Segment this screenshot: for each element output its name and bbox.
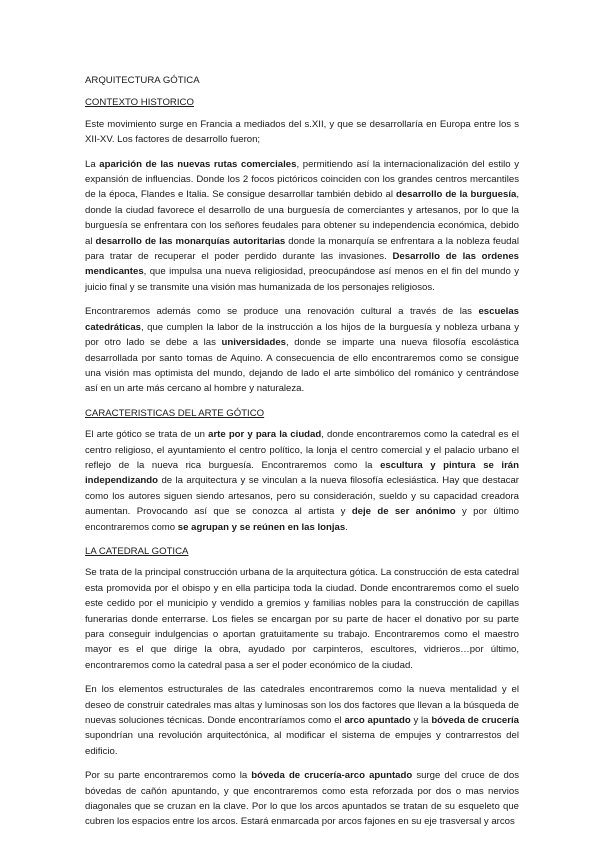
text-run: , permitiendo así la internacionalización del estilo y expansión de influencias. Donde los 2 focos pictóricos coinciden con los grandes centros mercantiles de la época, Flandes e Italia. Se consigue desarrollar también debido al [85,158,519,201]
document-title: ARQUITECTURA GÓTICA [85,75,200,86]
bold-text-run: aparición de las nuevas rutas comerciales [99,158,297,170]
bold-text-run: escultura y pintura se irán independizando [85,459,519,487]
text-run: , que cumplen la labor de la instrucción a los hijos de la burguesía y nobleza urbana y por otro lado se debe a las [85,321,519,349]
text-run: En los elementos estructurales de las catedrales encontraremos como la nueva mentalidad y el deseo de construir catedrales mas altas y luminosas son los dos factores que llevan a la búsqueda de nuevas soluciones técnicas. Donde encontraríamos como el [85,684,519,727]
bold-text-run: Desarrollo de las ordenes mendicantes [85,251,519,278]
text-run: Por su parte encontraremos como la [85,770,252,782]
paragraph [85,157,519,296]
bold-text-run: deje de ser anónimo [351,506,456,518]
paragraph [85,304,519,396]
paragraph [85,117,519,148]
paragraph [85,565,519,673]
text-run: , donde encontraremos como la catedral es el centro religioso, el ayuntamiento el centro político, la lonja el centro comercial y el palacio urbano el reflejo de la nueva rica burguesía. Encontraremos como la [85,429,519,471]
text-run: La [85,158,100,170]
bold-text-run: desarrollo de la burguesía [395,189,517,201]
text-run: supondrían una revolución arquitectónica, al modificar el sistema de empujes y contrarrestos del edificio. [85,730,519,757]
text-run: y por último encontraremos como [85,506,519,533]
text-run: , que impulsa una nueva religiosidad, preocupándose así menos en el fin del mundo y juicio final y se transmite una visión mas humanizada de los personajes religiosos. [85,266,519,293]
section-heading: CONTEXTO HISTORICO [85,97,194,109]
document-body [85,95,519,829]
bold-text-run: desarrollo de las monarquías autoritarias [95,235,286,247]
text-run: de la arquitectura y se vinculan a la nueva filosofía eclesiástica. Hay que destacar como los autores siguen siendo artesanos, pero su consideración, sueldo y su capacidad creadora aumentan. Provocando así que se conozca al artista y [85,475,519,518]
bold-text-run: escuelas catedráticas [85,306,519,333]
text-run: , donde la ciudad favorece el desarrollo de una burguesía de comerciantes y artesanos, por lo que la burguesía se enfrentara con los señores feudales para obtener su independencia económica, debido al [85,189,519,247]
text-run: Este movimiento surge en Francia a mediados del s.XII, y que se desarrollaría en Europa entre los s XII-XV. Los factores de desarrollo fueron; [85,118,519,146]
text-run: Se trata de la principal construcción urbana de la arquitectura gótica. La construcción de esta catedral esta promovida por el obispo y en ella participa toda la ciudad. Donde encontraremos como el suelo este cedido por el municipio y vendido a gremios y familias nobles para la construcción de capillas funerarias donde enterrarse. Los fieles se encargan por su parte de hacer el donativo por su parte para conseguir indulgencias o aportan gratuitamente su trabajo. Encontraremos como el maestro mayor es el que dirige la obra, ayudado por carpinteros, escultores, vidrieros…por último, encontraremos como la catedral pasa a ser el poder económico de la ciudad. [85,567,519,671]
bold-text-run: arte por y para la ciudad [208,429,322,441]
paragraph [85,768,519,830]
text-run: Encontraremos además como se produce una renovación cultural a través de las [85,306,479,318]
section-heading: LA CATEDRAL GOTICA [85,545,189,557]
bold-text-run: bóveda de crucería [431,715,519,727]
text-run: y la [410,715,432,727]
bold-text-run: arco apuntado [344,715,411,727]
bold-text-run: bóveda de crucería-arco apuntado [251,770,413,782]
text-run: donde la monarquía se enfrentara a la nobleza feudal para tratar de recuperar el poder perdido durante las invasiones. [85,235,519,263]
text-run: surge del cruce de dos bóvedas de cañón apuntando, y que encontraremos como esta reforzada por dos o mas nervios diagonales que se cruzan en la clave. Por lo que los arcos apuntados se tratan de su esqueleto que cubren los espacios entre los arcos. Estará enmarcada por arcos fajones en su eje trasversal y arcos [85,770,520,828]
bold-text-run: se agrupan y se reúnen en las lonjas [177,521,346,533]
paragraph [85,682,519,759]
text-run: El arte gótico se trata de un [85,429,209,441]
bold-text-run: universidades [221,337,286,349]
section-heading: CARACTERISTICAS DEL ARTE GÓTICO [85,407,265,419]
text-run: . [345,521,348,533]
paragraph [85,427,519,535]
text-run: , donde se imparte una nueva filosofía escolástica desarrollada por santo tomas de Aquino. A consecuencia de ello encontraremos como se consigue una visión mas optimista del mundo, dejando de lado el arte simbólico del románico y centrándose así en un arte más cercano al hombre y naturaleza. [85,337,519,395]
